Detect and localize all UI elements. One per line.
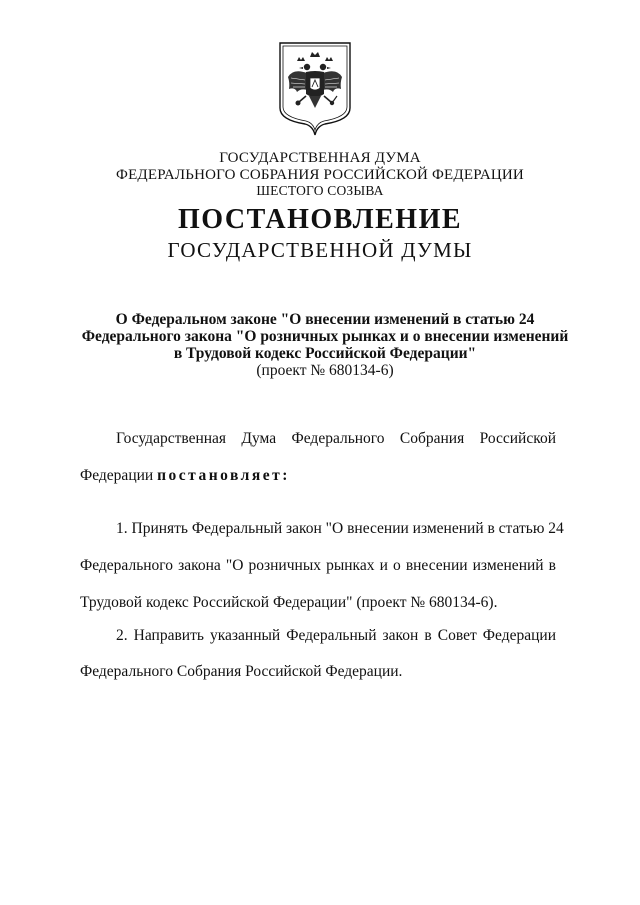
org-name-line-2: ФЕДЕРАЛЬНОГО СОБРАНИЯ РОССИЙСКОЙ ФЕДЕРАЦИИ: [116, 167, 524, 183]
russian-coat-of-arms-icon: [277, 40, 353, 136]
decree-verb: постановляет:: [157, 467, 290, 484]
subject-block: [80, 311, 570, 379]
subject-line-1: О Федеральном законе "О внесении изменений в статью 24: [115, 311, 535, 328]
item-1-line-1: 1. Принять Федеральный закон "О внесении изменений в статью 24: [116, 520, 564, 537]
preamble-line-1: Государственная Дума Федерального Собрания Российской: [116, 430, 556, 447]
document-type-heading: ПОСТАНОВЛЕНИЕ: [177, 204, 463, 235]
org-name-line-1: ГОСУДАРСТВЕННАЯ ДУМА: [219, 150, 421, 166]
item-2-line-2: Федерального Собрания Российской Федерации.: [80, 663, 403, 680]
item-1-line-2: Федерального закона "О розничных рынках и о внесении изменений в: [80, 557, 556, 574]
convocation-line: ШЕСТОГО СОЗЫВА: [256, 183, 384, 198]
subject-line-2: Федерального закона "О розничных рынках и о внесении изменений: [81, 328, 569, 345]
preamble-country: Федерации: [80, 467, 154, 484]
item-1-line-3: Трудовой кодекс Российской Федерации" (проект № 680134-6).: [80, 594, 498, 611]
item-2-line-1: 2. Направить указанный Федеральный закон в Совет Федерации: [116, 627, 556, 644]
project-number: (проект № 680134-6): [256, 362, 394, 379]
subject-line-3: в Трудовой кодекс Российской Федерации": [173, 345, 477, 362]
preamble-line-2: [80, 467, 556, 485]
issuer-heading: ГОСУДАРСТВЕННОЙ ДУМЫ: [167, 238, 473, 262]
